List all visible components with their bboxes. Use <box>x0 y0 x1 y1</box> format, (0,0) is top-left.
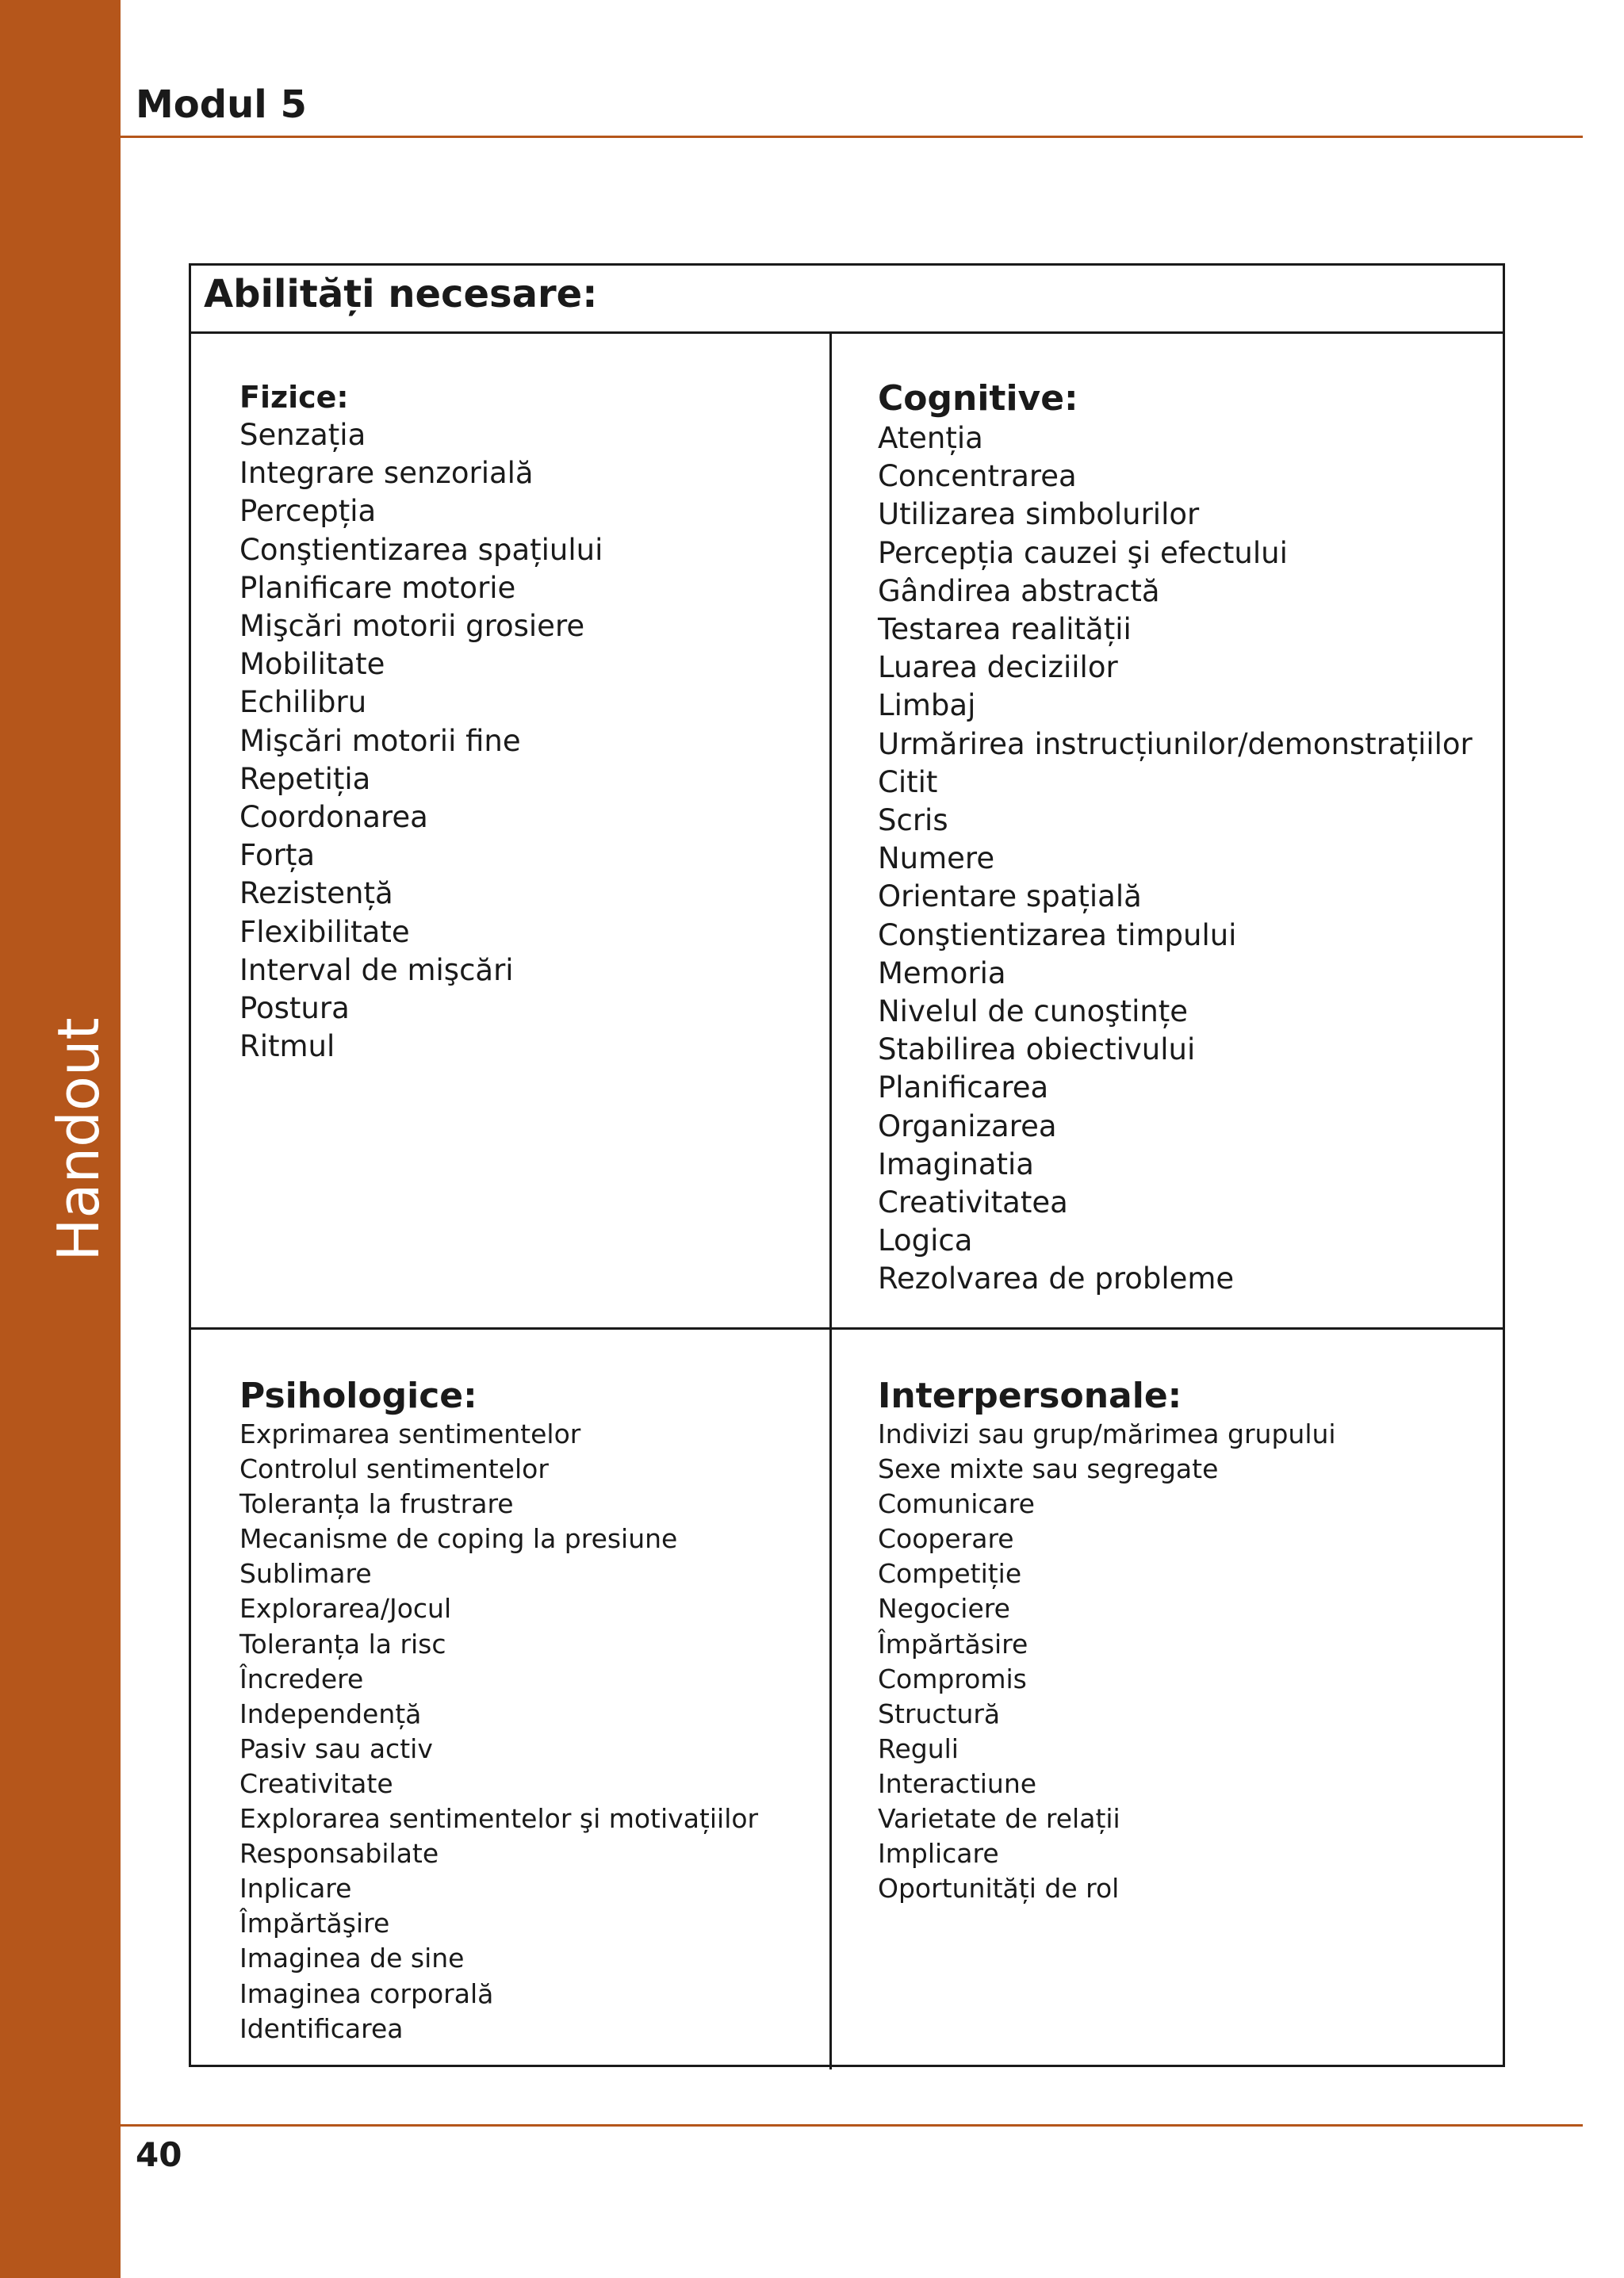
skill-list <box>878 1417 1336 1906</box>
list-item: Memoria <box>878 955 1006 990</box>
list-item: Planificare motorie <box>239 570 516 605</box>
section-heading: Fizice: <box>239 380 349 415</box>
list-item: Percepția cauzei şi efectului <box>878 535 1288 570</box>
list-item: Imaginea corporală <box>239 1977 494 2009</box>
list-item: Controlul sentimentelor <box>239 1453 549 1485</box>
sidebar-band <box>0 0 121 2278</box>
list-item: Identificarea <box>239 2012 404 2044</box>
list-item: Nivelul de cunoştințe <box>878 994 1189 1029</box>
list-item: Senzația <box>239 418 366 452</box>
footer-rule <box>121 2124 1583 2127</box>
list-item: Flexibilitate <box>239 914 410 949</box>
section-heading: Cognitive: <box>878 378 1078 419</box>
list-item: Rezistență <box>239 876 393 911</box>
list-item: Citit <box>878 764 938 799</box>
list-item: Oportunități de rol <box>878 1873 1120 1905</box>
list-item: Logica <box>878 1223 973 1258</box>
page-header-title: Modul 5 <box>136 82 307 127</box>
list-item: Pasiv sau activ <box>239 1732 433 1764</box>
list-item: Forța <box>239 838 315 873</box>
list-item: Repetiția <box>239 761 371 796</box>
list-item: Rezolvarea de probleme <box>878 1262 1235 1296</box>
section-cognitive <box>878 378 1473 1299</box>
sidebar-label: Handout <box>45 1017 112 1262</box>
list-item: Luarea deciziilor <box>878 650 1118 685</box>
list-item: Reguli <box>878 1732 959 1764</box>
list-item: Toleranța la frustrare <box>239 1488 514 1520</box>
list-item: Compromis <box>878 1663 1027 1694</box>
list-item: Cooperare <box>878 1523 1014 1555</box>
list-item: Mişcări motorii fine <box>239 723 521 758</box>
list-item: Creativitatea <box>878 1185 1068 1220</box>
table-title: Abilități necesare: <box>191 266 1503 334</box>
skill-list <box>239 1417 758 2046</box>
section-psihologice <box>239 1376 758 2046</box>
list-item: Imaginatia <box>878 1147 1034 1181</box>
list-item: Conştientizarea spațiului <box>239 532 603 567</box>
list-item: Scris <box>878 803 948 838</box>
list-item: Interactiune <box>878 1767 1037 1799</box>
list-item: Utilizarea simbolurilor <box>878 497 1200 532</box>
list-item: Implicare <box>878 1838 999 1870</box>
row-divider <box>191 1327 1503 1330</box>
list-item: Indivizi sau grup/mărimea grupului <box>878 1418 1336 1449</box>
list-item: Organizarea <box>878 1108 1057 1143</box>
list-item: Echilibru <box>239 685 367 720</box>
list-item: Interval de mişcări <box>239 952 514 987</box>
list-item: Comunicare <box>878 1488 1035 1520</box>
page-number: 40 <box>136 2135 182 2174</box>
list-item: Integrare senzorială <box>239 456 534 491</box>
list-item: Planificarea <box>878 1070 1049 1105</box>
list-item: Mişcări motorii grosiere <box>239 609 585 644</box>
list-item: Stabilirea obiectivului <box>878 1032 1196 1067</box>
list-item: Toleranța la risc <box>239 1628 446 1660</box>
list-item: Sublimare <box>239 1558 372 1590</box>
list-item: Exprimarea sentimentelor <box>239 1418 581 1449</box>
list-item: Competiție <box>878 1558 1022 1590</box>
list-item: Urmărirea instrucțiunilor/demonstrațiilor <box>878 726 1473 761</box>
list-item: Ritmul <box>239 1029 335 1064</box>
list-item: Numere <box>878 841 995 876</box>
list-item: Postura <box>239 991 350 1026</box>
list-item: Limbaj <box>878 688 976 723</box>
list-item: Testarea realității <box>878 612 1132 647</box>
list-item: Responsabilate <box>239 1838 439 1870</box>
list-item: Varietate de relații <box>878 1803 1120 1835</box>
list-item: Percepția <box>239 494 377 529</box>
list-item: Creativitate <box>239 1767 393 1799</box>
skills-table <box>189 263 1505 2067</box>
list-item: Explorarea sentimentelor şi motivațiilor <box>239 1803 759 1835</box>
header-rule <box>121 136 1583 138</box>
list-item: Mobilitate <box>239 647 385 682</box>
column-divider <box>829 334 832 2069</box>
section-heading: Interpersonale: <box>878 1376 1182 1416</box>
list-item: Structură <box>878 1698 1001 1729</box>
list-item: Atenția <box>878 421 983 455</box>
list-item: Mecanisme de coping la presiune <box>239 1523 678 1555</box>
section-heading: Psihologice: <box>239 1376 477 1416</box>
list-item: Împărtăşire <box>239 1908 390 1939</box>
list-item: Gândirea abstractă <box>878 573 1160 608</box>
list-item: Concentrarea <box>878 459 1077 494</box>
section-interpersonale <box>878 1376 1336 1906</box>
list-item: Conştientizarea timpului <box>878 917 1237 952</box>
section-fizice <box>239 378 603 1066</box>
list-item: Independență <box>239 1698 422 1729</box>
list-item: Împărtăsire <box>878 1628 1028 1660</box>
list-item: Orientare spațială <box>878 879 1142 914</box>
list-item: Încredere <box>239 1663 364 1694</box>
list-item: Inplicare <box>239 1873 352 1905</box>
list-item: Sexe mixte sau segregate <box>878 1453 1219 1485</box>
skill-list <box>239 416 603 1066</box>
list-item: Negociere <box>878 1593 1010 1625</box>
list-item: Coordonarea <box>239 800 428 835</box>
list-item: Imaginea de sine <box>239 1943 465 1974</box>
list-item: Explorarea/Jocul <box>239 1593 452 1625</box>
skill-list <box>878 419 1473 1299</box>
